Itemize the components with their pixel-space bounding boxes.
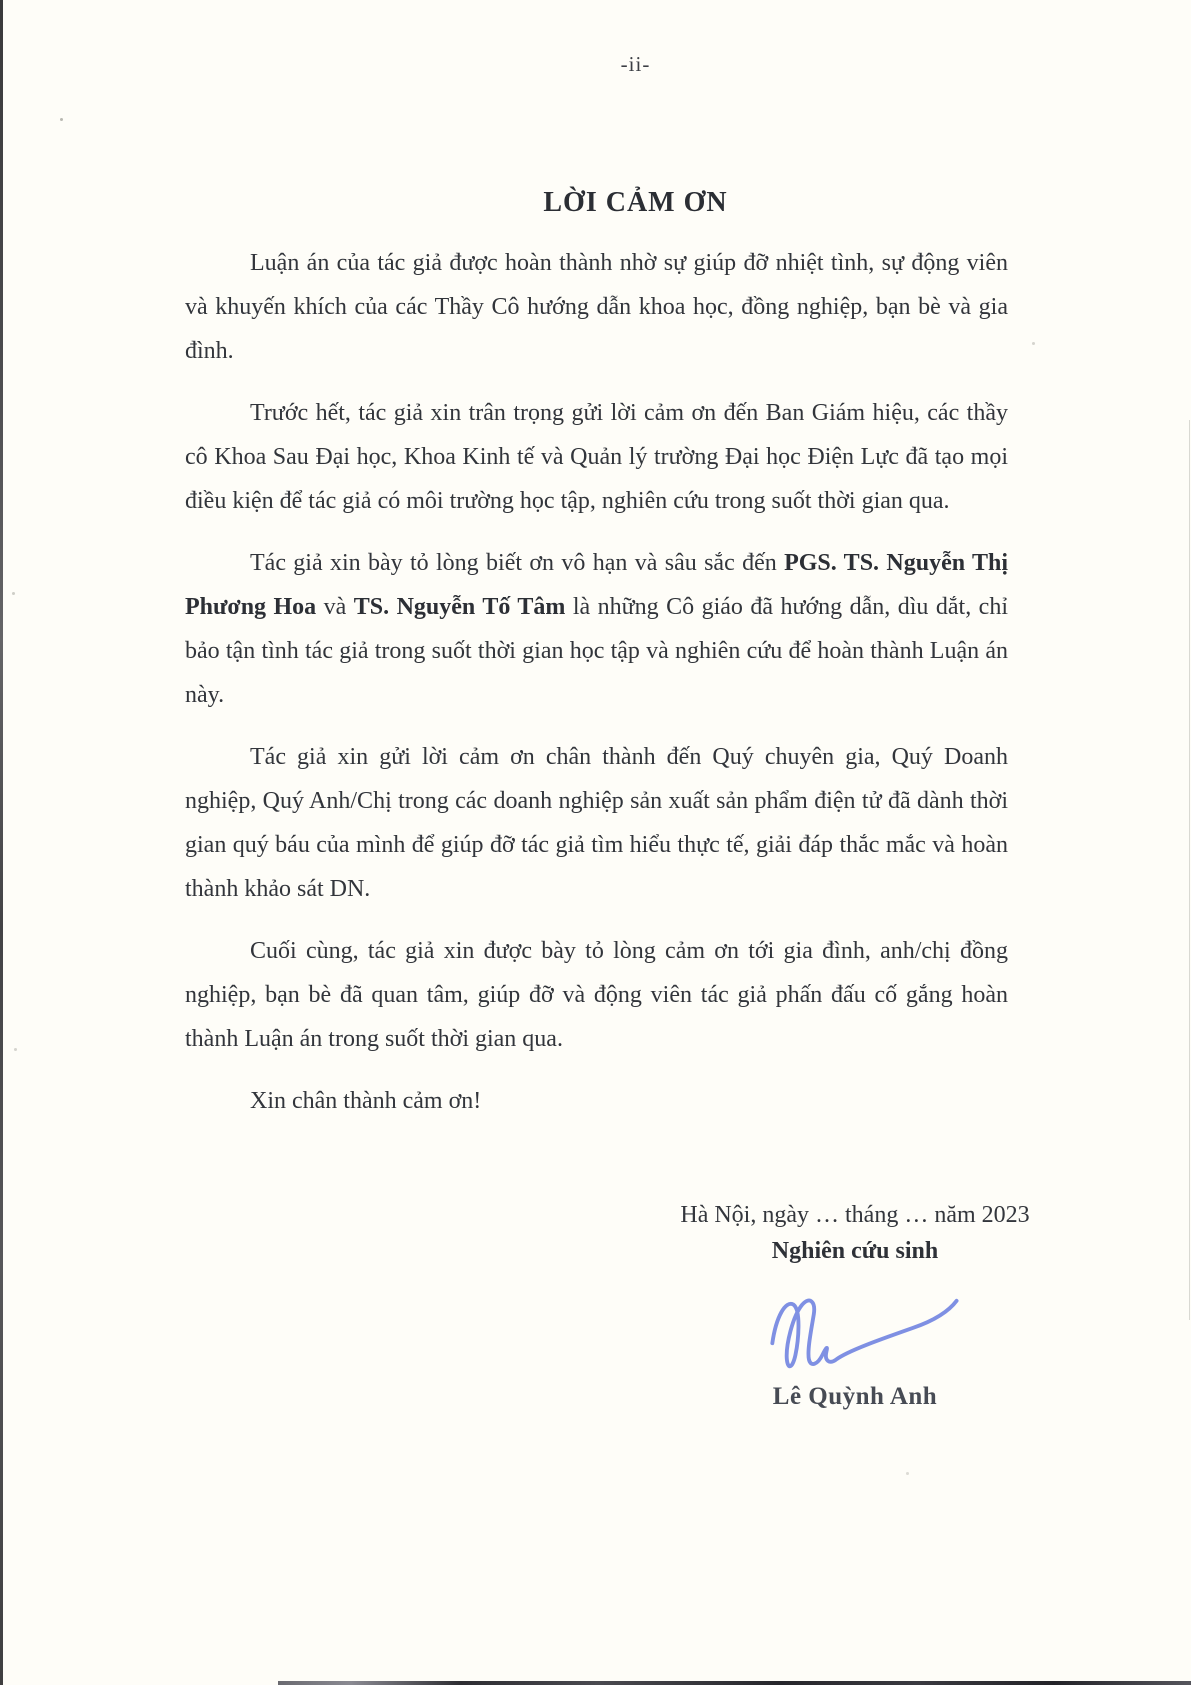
paragraph-3-text: và xyxy=(316,594,354,620)
researcher-role-label: Nghiên cứu sinh xyxy=(771,1238,939,1264)
scan-speck xyxy=(14,1048,17,1051)
scan-speck xyxy=(1032,342,1035,345)
scan-speck xyxy=(12,592,15,595)
acknowledgment-body xyxy=(185,241,1008,1123)
handwritten-signature-icon xyxy=(763,1295,963,1377)
researcher-name: Lê Quỳnh Anh xyxy=(772,1383,938,1410)
paragraph-3 xyxy=(185,541,1008,717)
acknowledgment-title: LỜI CẢM ƠN xyxy=(543,187,728,218)
paragraph-5: Cuối cùng, tác giả xin được bày tỏ lòng cảm ơn tới gia đình, anh/chị đồng nghiệp, bạn bè đã quan tâm, giúp đỡ và động viên tác giả phấn đấu cố gắng hoàn thành Luận án trong suốt thời gian qua. xyxy=(185,938,1008,1052)
scan-edge-bottom-artifact xyxy=(278,1681,1191,1685)
paragraph-3-text: là những Cô giáo đã hướng dẫn, dìu dắt, chỉ bảo tận tình tác giả trong suốt thời gian học tập và nghiên cứu để hoàn thành Luận án này. xyxy=(185,594,1008,708)
closing-thanks-line: Xin chân thành cảm ơn! xyxy=(250,1088,482,1114)
scan-speck xyxy=(906,1472,909,1475)
paragraph-1: Luận án của tác giả được hoàn thành nhờ sự giúp đỡ nhiệt tình, sự động viên và khuyến khích của các Thầy Cô hướng dẫn khoa học, đồng nghiệp, bạn bè và gia đình. xyxy=(185,250,1008,364)
paragraph-4: Tác giả xin gửi lời cảm ơn chân thành đến Quý chuyên gia, Quý Doanh nghiệp, Quý Anh/Chị trong các doanh nghiệp sản xuất sản phẩm điện tử đã dành thời gian quý báu của mình để giúp đỡ tác giả tìm hiểu thực tế, giải đáp thắc mắc và hoàn thành khảo sát DN. xyxy=(185,744,1008,902)
scan-edge-left-artifact xyxy=(0,0,3,1685)
scan-speck xyxy=(60,118,63,121)
paragraph-3-text: Tác giả xin bày tỏ lòng biết ơn vô hạn và sâu sắc đến xyxy=(250,550,785,576)
scan-edge-right-artifact xyxy=(1189,420,1190,1320)
supervisor-name-1: PGS. TS. Nguyễn Thị Phương Hoa xyxy=(185,550,1009,620)
paragraph-2: Trước hết, tác giả xin trân trọng gửi lời cảm ơn đến Ban Giám hiệu, các thầy cô Khoa Sau Đại học, Khoa Kinh tế và Quản lý trường Đại học Điện Lực đã tạo mọi điều kiện để tác giả có môi trường học tập, nghiên cứu trong suốt thời gian qua. xyxy=(185,400,1008,514)
page-number: -ii- xyxy=(620,52,651,76)
signature-block xyxy=(665,1197,1045,1411)
date-line: Hà Nội, ngày … tháng … năm 2023 xyxy=(680,1202,1030,1228)
supervisor-name-2: TS. Nguyễn Tố Tâm xyxy=(353,594,566,620)
